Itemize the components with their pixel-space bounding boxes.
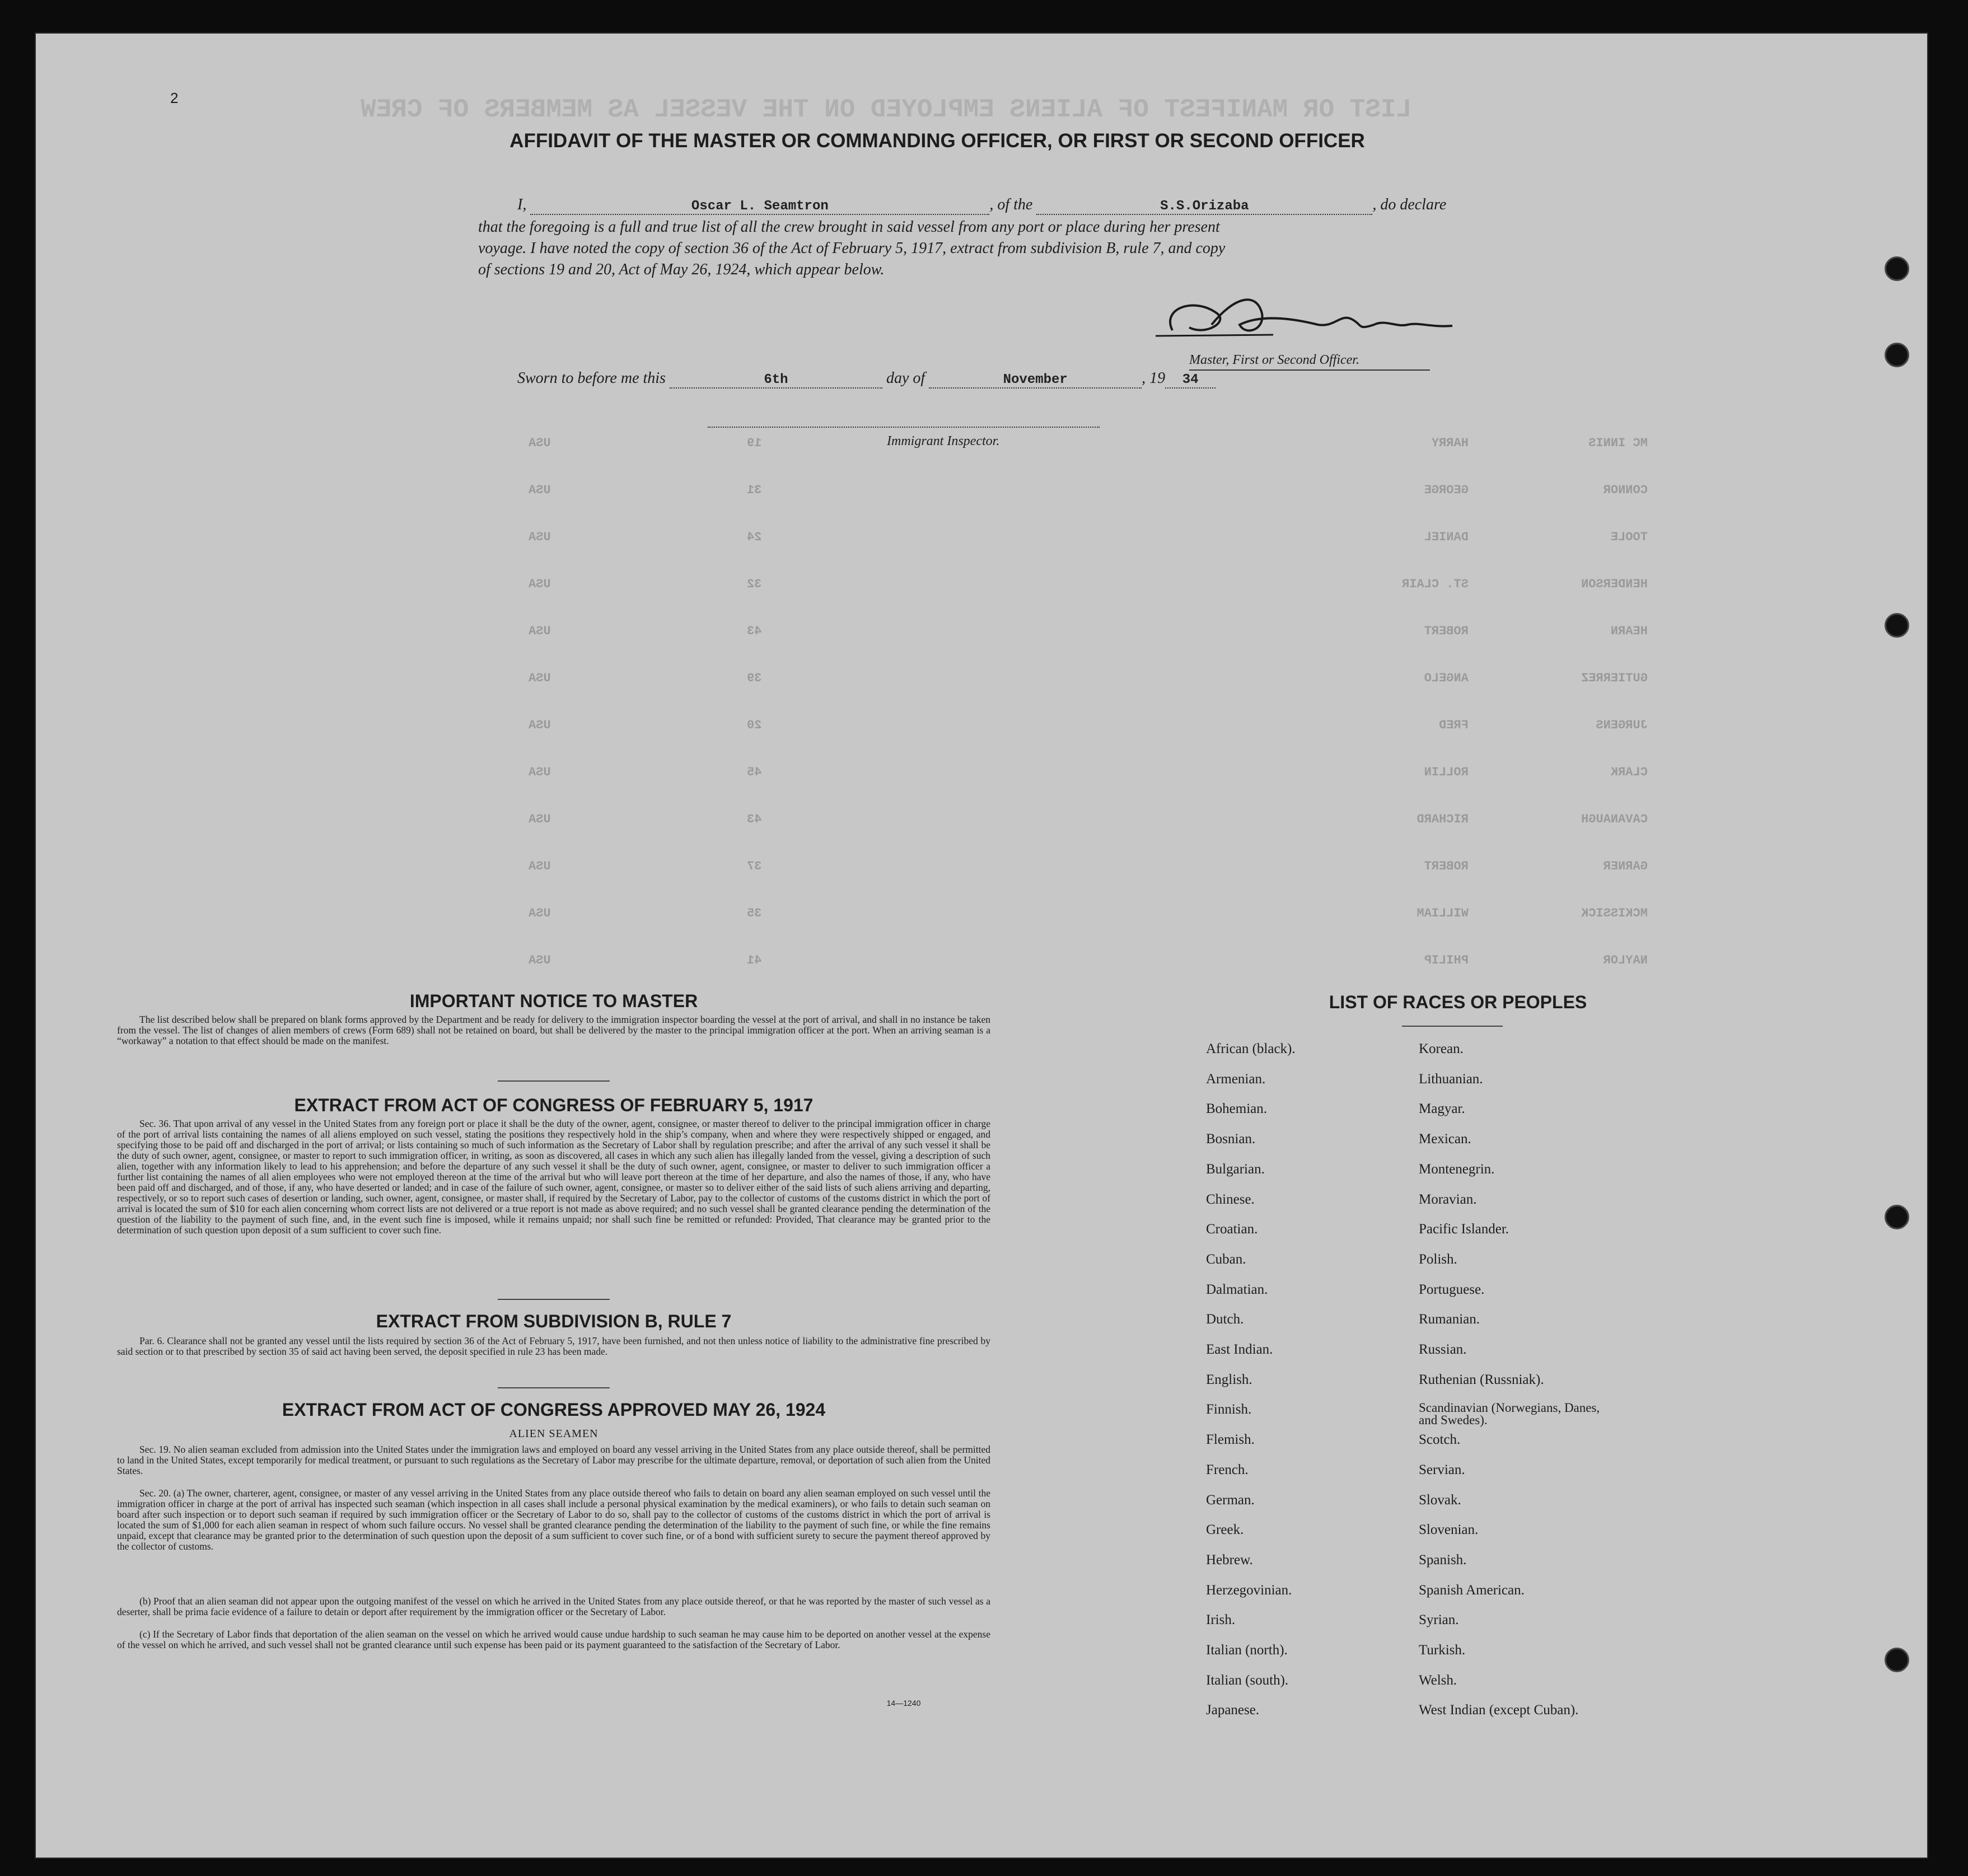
race-item: Spanish.	[1419, 1552, 1467, 1568]
race-item: English.	[1206, 1372, 1252, 1387]
race-item: African (black).	[1206, 1041, 1296, 1056]
race-item: Ruthenian (Russniak).	[1419, 1372, 1544, 1387]
race-item: Cuban.	[1206, 1251, 1246, 1267]
sec20a-text: Sec. 20. (a) The owner, charterer, agent, consignee, or master of any vessel arriving in the United States from any place outside thereof who fails to detain on board any alien seaman employed on such vessel until the immigration officer in charge at the port of arrival has inspected such seaman (which inspection in all cases shall include a personal physical examination by the medical examiners), or who fails to detain such seaman on board after such inspection or to deport such seaman if required by such immigration officer or the Secretary of Labor to do so, shall pay to the collector of customs of the customs district in which the port of arrival is located the sum of $1,000 for each alien seaman in respect of whom such failure occurs. No vessel shall be granted clearance pending the determination of the liability to the payment of such fine, or while the fine remains unpaid, except that clearance may be granted prior to the determination of such question upon the deposit of a sum sufficient to cover such fine, or of a bond with sufficient surety to secure the payment thereof approved by the collector of customs.	[117, 1487, 990, 1552]
race-item: French.	[1206, 1462, 1249, 1477]
sheet-number: 2	[170, 90, 179, 106]
sworn-year-field: 34	[1165, 372, 1216, 389]
race-item: Montenegrin.	[1419, 1161, 1495, 1177]
race-item: Greek.	[1206, 1522, 1244, 1538]
sworn-prefix: Sworn to before me this	[517, 369, 666, 387]
sec19-text: Sec. 19. No alien seaman excluded from admission into the United States under the immigration laws and employed on board any vessel arriving in the United States from any place outside thereof, shall be permitted to land in the United States, except temporarily for medical treatment, or pursuant to such regulations as the Secretary of Labor may prescribe for the ultimate departure, removal, or deportation of such alien from the United States.	[117, 1444, 990, 1476]
binder-hole	[1885, 256, 1909, 281]
race-item: West Indian (except Cuban).	[1419, 1702, 1579, 1718]
inspector-signature-line	[708, 425, 1100, 428]
race-item: Spanish American.	[1419, 1582, 1525, 1598]
affidavit-title: AFFIDAVIT OF THE MASTER OR COMMANDING OFFICER, OR FIRST OR SECOND OFFICER	[509, 130, 1365, 152]
sec20b-text: (b) Proof that an alien seaman did not appear upon the outgoing manifest of the vessel on which he arrived in the United States from any place outside thereof, or that he was reported by the master of such vessel as a deserter, shall be prima facie evidence of a failure to detain or deport after requirement by the immigration officer or the Secretary of Labor.	[117, 1596, 990, 1617]
race-item: Hebrew.	[1206, 1552, 1253, 1568]
race-item: Scandinavian (Norwegians, Danes, and Swedes).	[1419, 1401, 1600, 1428]
declare-prefix: I,	[517, 196, 527, 213]
race-item: Syrian.	[1419, 1612, 1459, 1628]
race-item: Polish.	[1419, 1251, 1457, 1267]
notice-text: The list described below shall be prepared on blank forms approved by the Department and be ready for delivery to the immigration inspector boarding the vessel at the port of arrival, and shall in no instance be taken from the vessel. The list of changes of alien members of crews (Form 689) shall not be retained on board, but shall be delivered by the master to the principal immigration officer at the port. When an arriving seaman is a “workaway” a notation to that effect should be made on the manifest.	[117, 1014, 990, 1046]
act-1924-subheading: ALIEN SEAMEN	[509, 1428, 599, 1440]
race-item: Welsh.	[1419, 1672, 1457, 1688]
master-title-label: Master, First or Second Officer.	[1189, 353, 1359, 367]
binder-hole	[1885, 343, 1909, 367]
race-item: Magyar.	[1419, 1101, 1465, 1117]
bleed-through-ages: 19 31 24 32 43 39 20 45 43 37 35 41	[747, 436, 762, 967]
document-page	[35, 32, 1928, 1859]
race-item: German.	[1206, 1492, 1255, 1508]
declaration-body-1: that the foregoing is a full and true list of all the crew brought in said vessel from any port or place during her present	[478, 218, 1220, 236]
race-item: Croatian.	[1206, 1222, 1258, 1237]
race-item: Lithuanian.	[1419, 1071, 1483, 1087]
race-item: Italian (north).	[1206, 1643, 1288, 1658]
race-item: Scotch.	[1419, 1432, 1461, 1448]
declaration-body-2: voyage. I have noted the copy of section 36 of the Act of February 5, 1917, extract from subdivision B, rule 7, and copy	[478, 240, 1226, 257]
sworn-line	[517, 369, 1216, 389]
sworn-month-field: November	[929, 372, 1142, 389]
race-item: Slovak.	[1419, 1492, 1461, 1508]
race-item: Flemish.	[1206, 1432, 1255, 1448]
rule7-heading: EXTRACT FROM SUBDIVISION B, RULE 7	[376, 1311, 732, 1331]
of-the-label: , of the	[989, 196, 1033, 213]
race-item: Italian (south).	[1206, 1672, 1289, 1688]
race-item: Dalmatian.	[1206, 1281, 1268, 1297]
binder-hole	[1885, 1648, 1909, 1672]
race-item: Rumanian.	[1419, 1312, 1480, 1327]
race-item: Pacific Islander.	[1419, 1222, 1509, 1237]
race-item: Slovenian.	[1419, 1522, 1479, 1538]
race-item: Bosnian.	[1206, 1131, 1256, 1147]
rule7-divider	[498, 1387, 610, 1388]
race-item: Servian.	[1419, 1462, 1465, 1477]
race-item: Mexican.	[1419, 1131, 1471, 1147]
act-1917-divider	[498, 1299, 610, 1300]
master-signature	[1150, 274, 1464, 358]
bleed-through-header: LIST OR MANIFEST OF ALIENS EMPLOYED ON THE VESSEL AS MEMBERS OF CREW	[361, 95, 1412, 124]
race-item: Russian.	[1419, 1342, 1467, 1357]
race-item: Finnish.	[1206, 1402, 1252, 1417]
declaration-line	[517, 196, 1559, 215]
bleed-through-given-names: HARRY GEORGE DANIEL ST. CLAIR ROBERT ANGELO FRED ROLLIN RICHARD ROBERT WILLIAM PHILIP	[1402, 436, 1469, 967]
act-1917-text: Sec. 36. That upon arrival of any vessel in the United States from any foreign port or place it shall be the duty of the owner, agent, consignee, or master thereof to deliver to the principal immigration officer in charge of the port of arrival lists containing the names of all aliens employed on such vessel, stating the positions they respectively hold in the ship’s company, when and where they were respectively shipped or engaged, and specifying those to be paid off and discharged in the port of arrival; or lists containing so much of such information as the Secretary of Labor shall by regulation prescribe; and after the arrival of any such vessel it shall be the duty of such owner, agent, consignee, or master to report to such immigration officer, in writing, as soon as discovered, all cases in which any such alien has illegally landed from the vessel, giving a description of such alien, together with any information likely to lead to his apprehension; and before the departure of any such vessel it shall be the duty of such owner, agent, consignee, or master to deliver to such immigration officer a further list containing the names of all alien employees who were not employed thereon at the time of the arrival but who will leave port thereon at the time of her departure, and also the names of those, if any, who have been paid off and discharged, and of those, if any, who have deserted or landed; and in case of the failure of such owner, agent, consignee, or master so to deliver either of the said lists of such aliens arriving and departing, respectively, or so to report such cases of desertion or landing, such owner, agent, consignee, or master shall, if required by the Secretary of Labor, pay to the collector of customs of the customs district in which the port of arrival is located the sum of $10 for each alien concerning whom correct lists are not delivered or a true report is not made as above required; and no such vessel shall be granted clearance pending the determination of the question of the liability to the payment of such fine, and, in the event such fine is imposed, while it remains unpaid; nor shall such fine be remitted or refunded: Provided, That clearance may be granted prior to the determination of such question upon deposit of a sum sufficient to cover such fine.	[117, 1118, 990, 1236]
race-item: Portuguese.	[1419, 1281, 1485, 1297]
notice-divider	[498, 1080, 610, 1082]
inspector-title-label: Immigrant Inspector.	[887, 434, 1000, 448]
year-prefix: , 19	[1142, 369, 1166, 387]
day-of-label: day of	[886, 369, 925, 387]
race-item: Turkish.	[1419, 1643, 1466, 1658]
sworn-day-field: 6th	[670, 372, 882, 389]
act-1924-heading: EXTRACT FROM ACT OF CONGRESS APPROVED MAY 26, 1924	[282, 1400, 826, 1420]
race-item: East Indian.	[1206, 1342, 1273, 1357]
form-number: 14—1240	[886, 1699, 921, 1707]
race-item: Korean.	[1419, 1041, 1464, 1056]
race-item: Armenian.	[1206, 1071, 1266, 1087]
declare-suffix: , do declare	[1372, 196, 1447, 213]
race-item: Irish.	[1206, 1612, 1236, 1628]
race-item: Bohemian.	[1206, 1101, 1268, 1117]
race-item: Chinese.	[1206, 1191, 1255, 1207]
bleed-through-nationality: USA USA USA USA USA USA USA USA USA USA USA USA	[529, 436, 551, 967]
master-name-field: Oscar L. Seamtron	[530, 199, 989, 215]
act-1917-heading: EXTRACT FROM ACT OF CONGRESS OF FEBRUARY 5, 1917	[294, 1095, 814, 1115]
race-item: Moravian.	[1419, 1191, 1477, 1207]
binder-hole	[1885, 1205, 1909, 1229]
bleed-through-crew-names: MC INNIS CONNOR TOOLE HENDERSON HEARN GUTIERREZ JURGENS CLARK CAVANAUGH GARNER MCKISSICK NAYLOR	[1581, 436, 1648, 967]
races-underline	[1402, 1026, 1503, 1027]
race-item: Dutch.	[1206, 1312, 1244, 1327]
race-item: Bulgarian.	[1206, 1161, 1265, 1177]
declaration-body-3: of sections 19 and 20, Act of May 26, 1924, which appear below.	[478, 261, 885, 278]
races-heading: LIST OF RACES OR PEOPLES	[1329, 992, 1587, 1012]
race-item: Herzegovinian.	[1206, 1582, 1292, 1598]
signature-line	[1189, 369, 1430, 371]
binder-hole	[1885, 613, 1909, 638]
notice-heading: IMPORTANT NOTICE TO MASTER	[409, 991, 698, 1011]
rule7-text: Par. 6. Clearance shall not be granted any vessel until the lists required by section 36 of the Act of February 5, 1917, have been furnished, and not then unless notice of liability to the administrative fine prescribed by said section or to that prescribed by section 35 of said act having been served, the deposit specified in rule 23 has been made.	[117, 1335, 990, 1357]
sec20c-text: (c) If the Secretary of Labor finds that deportation of the alien seaman on the vessel on which he arrived would cause undue hardship to such seaman he may cause him to be deported on another vessel at the expense of the vessel on which he arrived, and such vessel shall not be granted clearance until such expense has been paid or its payment guaranteed to the satisfaction of the Secretary of Labor.	[117, 1629, 990, 1650]
vessel-name-field: S.S.Orizaba	[1036, 199, 1372, 215]
race-item: Japanese.	[1206, 1702, 1260, 1718]
